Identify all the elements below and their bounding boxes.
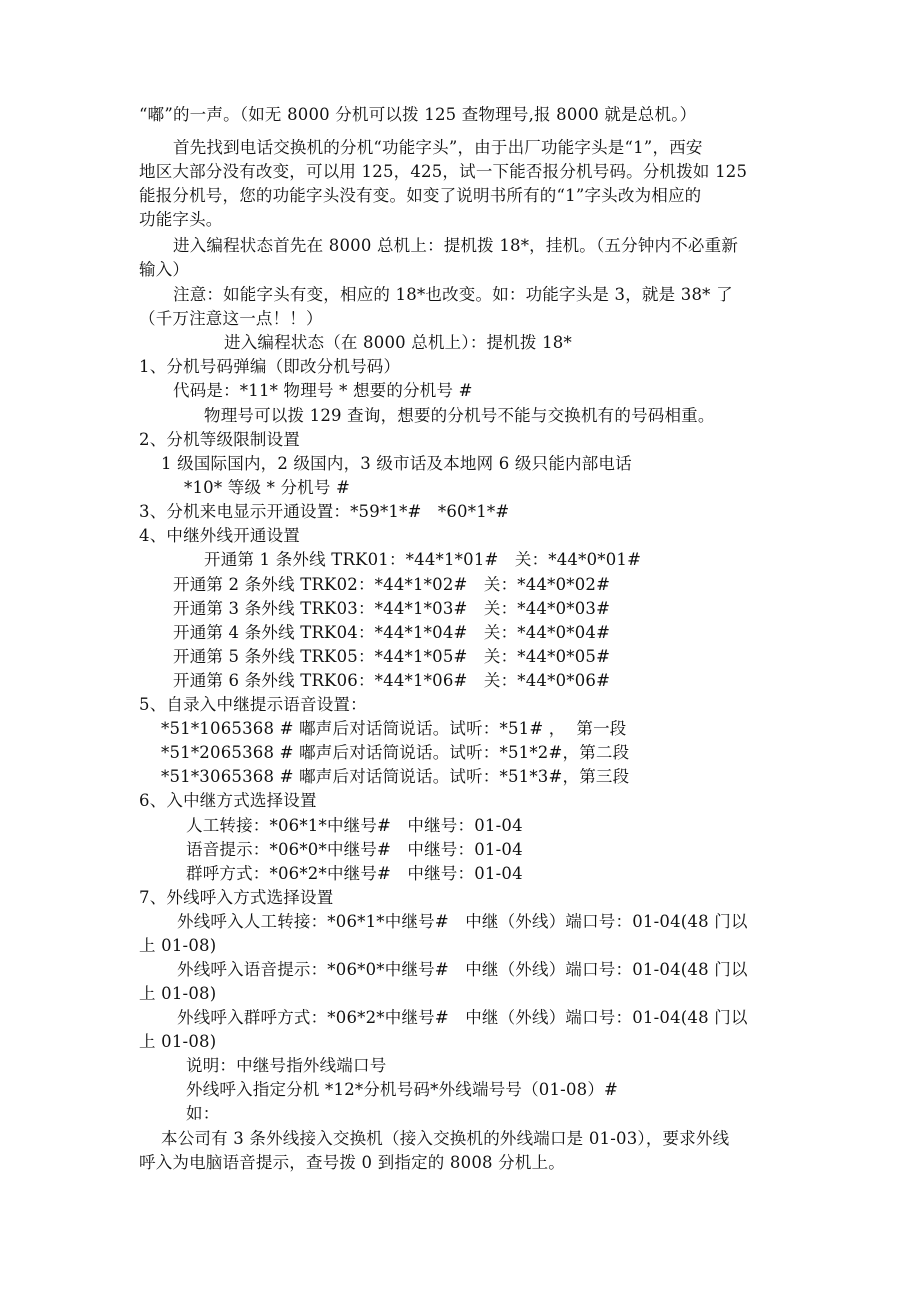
text-line: 开通第 6 条外线 TRK06：*44*1*06# 关：*44*0*06# bbox=[173, 671, 611, 690]
text-line: *10* 等级 * 分机号 # bbox=[184, 478, 351, 497]
text-line: 输入） bbox=[139, 260, 190, 279]
text-line: 本公司有 3 条外线接入交换机（接入交换机的外线端口是 01-03），要求外线 bbox=[161, 1129, 730, 1148]
text-line: （千万注意这一点！！） bbox=[139, 309, 323, 328]
text-line: 群呼方式：*06*2*中继号# 中继号：01-04 bbox=[186, 864, 523, 883]
section-heading: 2、分机等级限制设置 bbox=[139, 430, 300, 449]
text-line: 地区大部分没有改变，可以用 125，425，试一下能否报分机号码。分机拨如 125 bbox=[139, 162, 748, 181]
text-line: 功能字头。 bbox=[139, 210, 223, 229]
text-line: 上 01-08) bbox=[139, 1032, 217, 1051]
section-heading: 6、入中继方式选择设置 bbox=[139, 791, 317, 810]
text-line: 进入编程状态（在 8000 总机上）：提机拨 18* bbox=[224, 333, 572, 352]
text-line: 上 01-08) bbox=[139, 984, 217, 1003]
section-heading: 3、分机来电显示开通设置：*59*1*# *60*1*# bbox=[139, 502, 510, 521]
section-heading: 1、分机号码弹编（即改分机号码） bbox=[139, 357, 401, 376]
text-line: 开通第 3 条外线 TRK03：*44*1*03# 关：*44*0*03# bbox=[173, 599, 611, 618]
text-line: 开通第 5 条外线 TRK05：*44*1*05# 关：*44*0*05# bbox=[173, 647, 611, 666]
text-line: 说明：中继号指外线端口号 bbox=[186, 1056, 387, 1075]
text-line: 能报分机号，您的功能字头没有变。如变了说明书所有的“1”字头改为相应的 bbox=[139, 186, 702, 205]
text-line: *51*2065368 # 嘟声后对话筒说话。试听：*51*2#，第二段 bbox=[161, 743, 630, 762]
section-heading: 7、外线呼入方式选择设置 bbox=[139, 888, 334, 907]
text-line: 物理号可以拨 129 查询，想要的分机号不能与交换机有的号码相重。 bbox=[204, 406, 715, 425]
text-line: 进入编程状态首先在 8000 总机上：提机拨 18*，挂机。（五分钟内不必重新 bbox=[173, 236, 739, 255]
text-line: 呼入为电脑语音提示，查号拨 0 到指定的 8008 分机上。 bbox=[139, 1153, 565, 1172]
text-line: 开通第 1 条外线 TRK01：*44*1*01# 关：*44*0*01# bbox=[204, 550, 642, 569]
text-line: 语音提示：*06*0*中继号# 中继号：01-04 bbox=[186, 840, 523, 859]
text-line: 开通第 2 条外线 TRK02：*44*1*02# 关：*44*0*02# bbox=[173, 575, 611, 594]
text-line: 上 01-08) bbox=[139, 936, 217, 955]
text-line: *51*3065368 # 嘟声后对话筒说话。试听：*51*3#，第三段 bbox=[161, 767, 630, 786]
text-line: *51*1065368 # 嘟声后对话筒说话。试听：*51# ， 第一段 bbox=[161, 719, 627, 738]
text-line: 首先找到电话交换机的分机“功能字头”，由于出厂功能字头是“1”，西安 bbox=[173, 138, 703, 157]
section-heading: 5、自录入中继提示语音设置： bbox=[139, 695, 367, 714]
text-line: 外线呼入人工转接：*06*1*中继号# 中继（外线）端口号：01-04(48 门以 bbox=[177, 912, 748, 931]
text-line: 外线呼入指定分机 *12*分机号码*外线端号号（01-08）# bbox=[186, 1080, 619, 1099]
text-line: 开通第 4 条外线 TRK04：*44*1*04# 关：*44*0*04# bbox=[173, 623, 611, 642]
section-heading: 4、中继外线开通设置 bbox=[139, 526, 300, 545]
text-line: 注意：如能字头有变，相应的 18*也改变。如：功能字头是 3，就是 38* 了 bbox=[173, 285, 733, 304]
text-line: “嘟”的一声。（如无 8000 分机可以拨 125 查物理号,报 8000 就是总机。） bbox=[139, 105, 697, 124]
text-line: 外线呼入群呼方式：*06*2*中继号# 中继（外线）端口号：01-04(48 门以 bbox=[177, 1008, 748, 1027]
text-line: 1 级国际国内，2 级国内，3 级市话及本地网 6 级只能内部电话 bbox=[161, 454, 632, 473]
text-line: 人工转接：*06*1*中继号# 中继号：01-04 bbox=[186, 816, 523, 835]
text-line: 如： bbox=[186, 1104, 220, 1123]
text-line: 代码是：*11* 物理号 * 想要的分机号 # bbox=[173, 381, 473, 400]
text-line: 外线呼入语音提示：*06*0*中继号# 中继（外线）端口号：01-04(48 门以 bbox=[177, 960, 748, 979]
